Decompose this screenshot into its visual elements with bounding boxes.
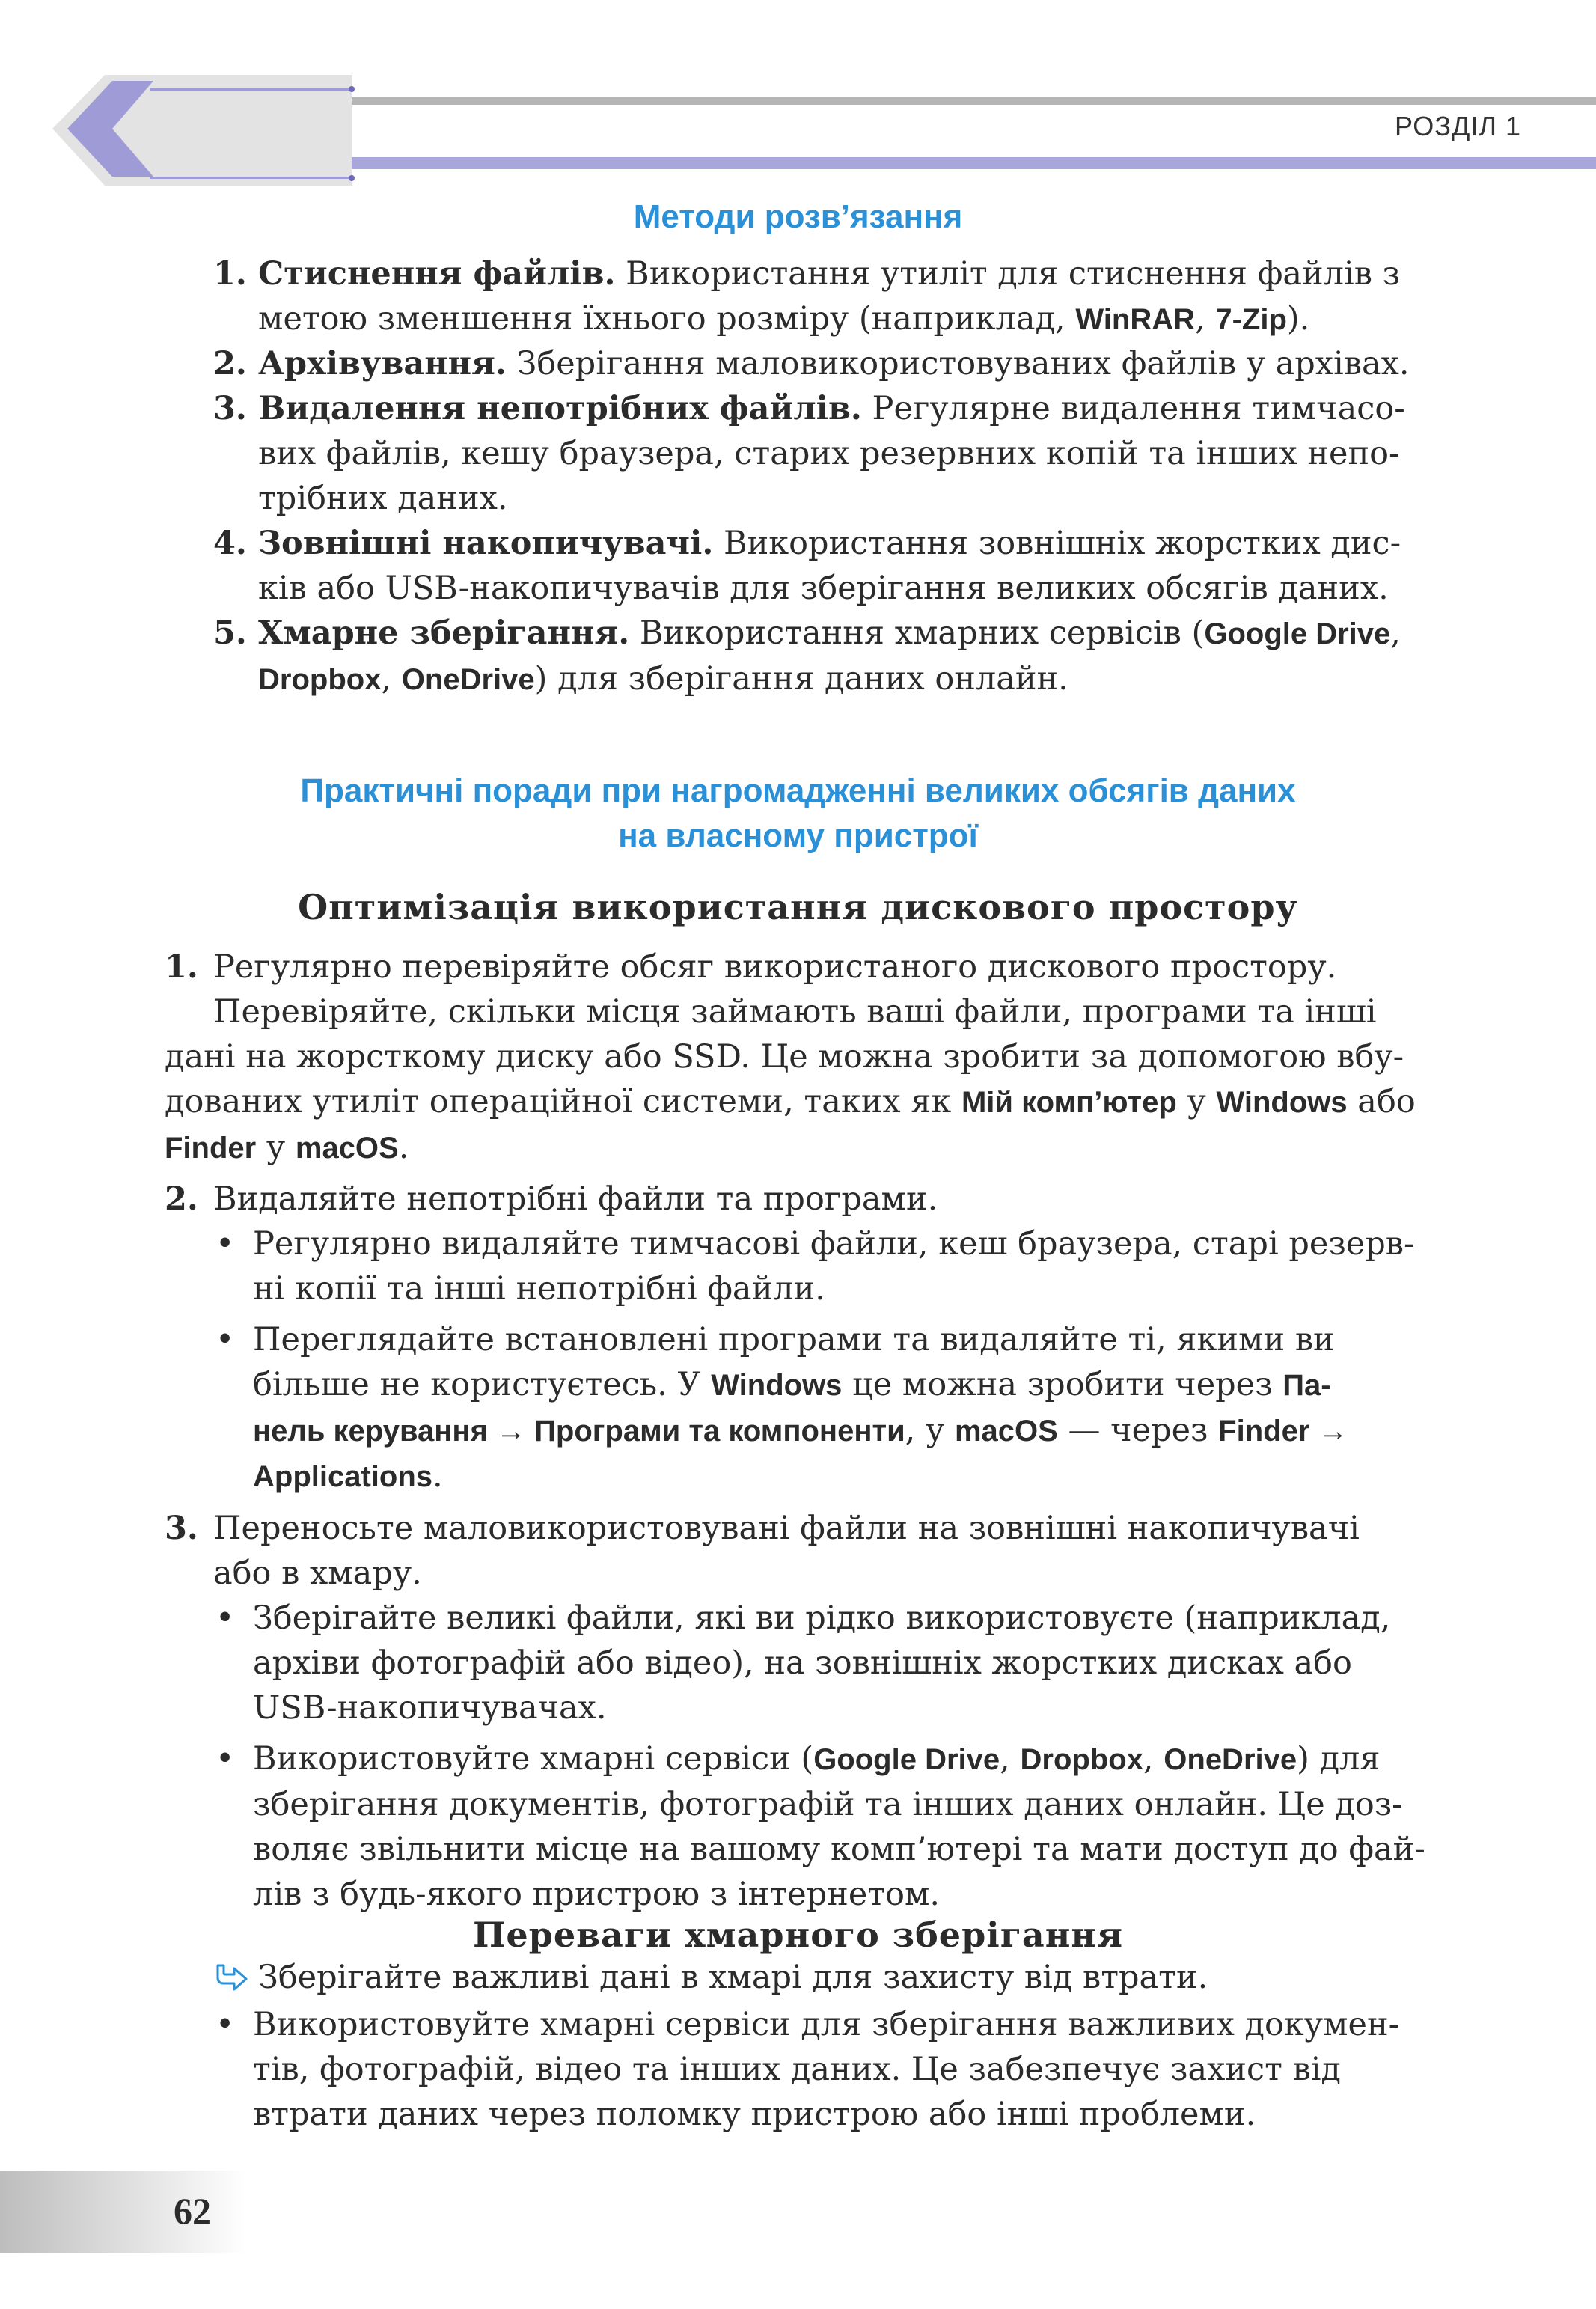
tip-1-line1: Перевіряйте, скільки місця займають ваші файли, програми та інші [213, 993, 1377, 1031]
page-number: 62 [174, 2190, 211, 2232]
method-1-head: Стиснення файлів. [258, 255, 616, 293]
control-panel-label: Па- [1282, 1369, 1331, 1402]
pointer-hand-icon [213, 1959, 249, 1995]
method-3 [258, 386, 1470, 521]
text-fragment: або [1347, 1083, 1416, 1120]
line: лів з будь-якого пристрою з інтернетом. [253, 1876, 941, 1913]
separator: , [1143, 1740, 1164, 1778]
method-1-text: Використання утиліт для стиснення файлів з [615, 255, 1401, 293]
bullet-icon: • [215, 2006, 235, 2043]
my-computer-label: Мій комп’ютер [961, 1086, 1177, 1119]
header-decoration [0, 0, 1596, 210]
line: USB-накопичувачах. [253, 1689, 607, 1727]
method-2-head: Архівування. [258, 345, 507, 382]
line: Переглядайте встановлені програми та видаляйте ті, якими ви [253, 1321, 1335, 1358]
tip-1-line3: дованих утиліт операційної системи, таких як [165, 1083, 961, 1120]
method-3-head: Видалення непотрібних файлів. [258, 390, 862, 427]
methods-title: Методи розв’язання [633, 198, 963, 235]
text-fragment: у [256, 1129, 296, 1166]
method-1-number: 1. [213, 255, 247, 293]
line: ні копії та інші непотрібні файли. [253, 1270, 825, 1308]
separator: , [1000, 1740, 1021, 1778]
programs-path-label: нель керування → Програми та компоненти [253, 1415, 905, 1448]
tips-title-line1: Практичні поради при нагромадженні великих обсягів даних [300, 772, 1296, 809]
finder-label: Finder → [1218, 1415, 1348, 1448]
bullet-icon: • [215, 1225, 235, 1263]
bullet-icon: • [215, 1740, 235, 1778]
section-label: РОЗДІЛ 1 [1395, 111, 1521, 141]
method-4-head: Зовнішні накопичувачі. [258, 525, 714, 562]
line: втрати даних через поломку пристрою або інші проблеми. [253, 2096, 1256, 2133]
text-fragment: це можна зробити через [842, 1366, 1283, 1403]
cloud-tip: Зберігайте важливі дані в хмарі для захисту від втрати. [258, 1959, 1208, 1996]
line: Використовуйте хмарні сервіси для зберігання важливих докумен- [253, 2006, 1400, 2043]
text-fragment: ) для [1297, 1740, 1381, 1778]
tip-3-bullet-1 [253, 1596, 1470, 1730]
method-4-text2: ків або USB-накопичувачів для зберігання великих обсягів даних. [258, 570, 1389, 607]
method-2 [258, 341, 1485, 386]
separator: , [1390, 614, 1401, 652]
method-3-text2: вих файлів, кешу браузера, старих резервних копій та інших непо- [258, 435, 1400, 472]
tip-2-lead: Видаляйте непотрібні файли та програми. [213, 1180, 938, 1218]
optimization-subtitle: Оптимізація використання дискового простору [298, 887, 1298, 927]
tip-2-bullet-2 [253, 1317, 1470, 1499]
tip-3-bullet-2 [253, 1736, 1470, 1917]
windows-label: Windows [711, 1369, 843, 1402]
method-2-text: Зберігання маловикористовуваних файлів у архівах. [506, 345, 1410, 382]
method-4-number: 4. [213, 525, 247, 562]
line: Зберігайте великі файли, які ви рідко використовуєте (наприклад, [253, 1599, 1391, 1637]
bullet-icon: • [215, 1321, 235, 1358]
dropbox-label: Dropbox [258, 663, 382, 696]
dropbox-label: Dropbox [1020, 1743, 1143, 1776]
applications-label: Applications [253, 1460, 433, 1493]
line: Переносьте маловикористовувані файли на зовнішні накопичувачі [213, 1510, 1360, 1547]
windows-label: Windows [1216, 1086, 1348, 1119]
text-end: ). [1286, 300, 1310, 338]
separator: , [381, 660, 402, 698]
text-fragment: — через [1057, 1412, 1219, 1449]
method-5 [258, 611, 1470, 702]
macos-label: macOS [954, 1415, 1058, 1448]
text-fragment: у [1176, 1083, 1217, 1120]
tip-2-number: 2. [165, 1180, 198, 1218]
tips-title-line2: на власному пристрої [618, 817, 978, 854]
method-5-text2: ) для зберігання даних онлайн. [534, 660, 1068, 698]
method-3-text: Регулярне видалення тимчасо- [861, 390, 1405, 427]
onedrive-label: OneDrive [1164, 1743, 1297, 1776]
line: більше не користуєтесь. У [253, 1366, 712, 1403]
line: Використовуйте хмарні сервіси ( [253, 1740, 814, 1778]
macos-label: macOS [295, 1132, 399, 1165]
onedrive-label: OneDrive [401, 663, 535, 696]
line: воляє звільнити місце на вашому комп’ютері та мати доступ до фай- [253, 1831, 1425, 1868]
method-5-number: 5. [213, 614, 247, 652]
google-drive-label: Google Drive [813, 1743, 1000, 1776]
line: Регулярно видаляйте тимчасові файли, кеш браузера, старі резерв- [253, 1225, 1415, 1263]
method-1-text2: метою зменшення їхнього розміру (наприклад, [258, 300, 1076, 338]
text-fragment: . [398, 1129, 409, 1166]
line: архіви фотографій або відео), на зовнішніх жорстких дисках або [253, 1644, 1352, 1682]
7zip-label: 7-Zip [1215, 303, 1287, 336]
bullet-icon: • [215, 1599, 235, 1637]
method-5-text: Використання хмарних сервісів ( [629, 614, 1205, 652]
method-2-number: 2. [213, 345, 247, 382]
line: або в хмару. [213, 1555, 422, 1592]
tip-1-line2: дані на жорсткому диску або SSD. Це можна зробити за допомогою вбу- [165, 1038, 1404, 1076]
tip-3-lead [213, 1506, 1470, 1596]
cloud-bullet [253, 2002, 1470, 2137]
tip-2-bullet-1 [253, 1221, 1470, 1311]
method-4-text: Використання зовнішніх жорстких дис- [713, 525, 1401, 562]
tip-1-body [165, 989, 1470, 1171]
method-5-head: Хмарне зберігання. [258, 614, 630, 652]
method-4 [258, 521, 1470, 611]
tip-3-number: 3. [165, 1510, 198, 1547]
tip-1-number: 1. [165, 948, 198, 986]
method-1 [258, 251, 1470, 342]
method-3-number: 3. [213, 390, 247, 427]
separator: , [1195, 300, 1216, 338]
tip-1-lead: Регулярно перевіряйте обсяг використаного дискового простору. [213, 948, 1337, 986]
line: зберігання документів, фотографій та інших даних онлайн. Це доз- [253, 1786, 1403, 1823]
google-drive-label: Google Drive [1204, 617, 1391, 650]
winrar-label: WinRAR [1075, 303, 1195, 336]
text-fragment: , у [905, 1412, 955, 1449]
line: тів, фотографій, відео та інших даних. Це забезпечує захист від [253, 2051, 1341, 2088]
text-fragment: . [432, 1457, 443, 1495]
finder-label: Finder [165, 1132, 257, 1165]
method-3-text3: трібних даних. [258, 480, 508, 517]
cloud-benefits-subtitle: Переваги хмарного зберігання [472, 1915, 1124, 1955]
